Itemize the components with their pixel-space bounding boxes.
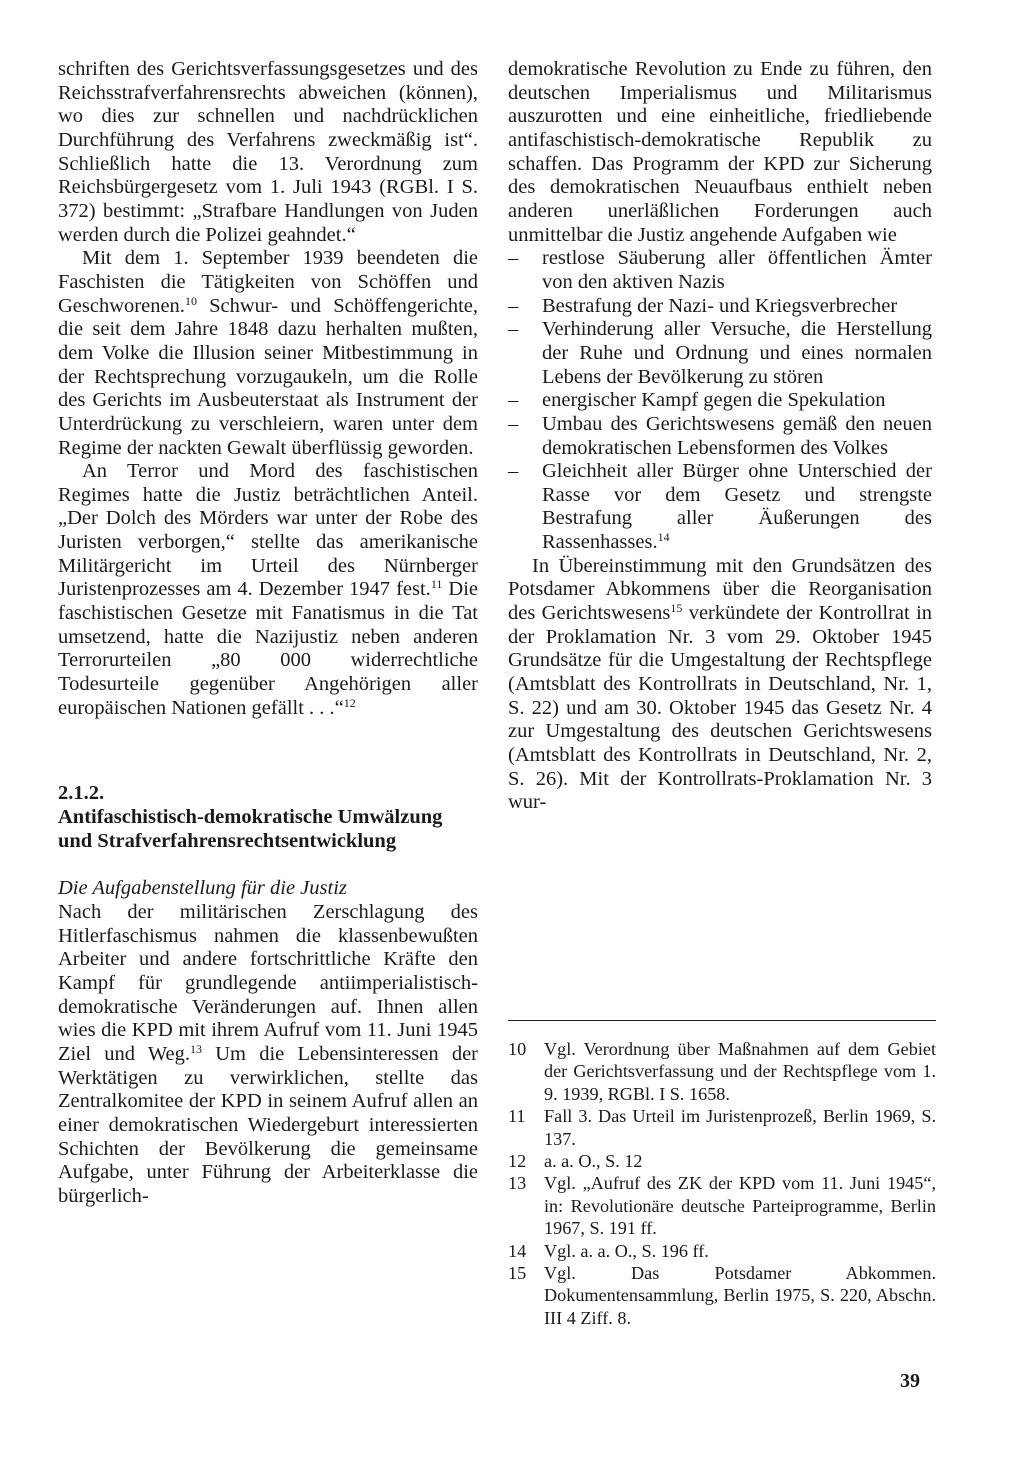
footnote-divider <box>508 1020 936 1021</box>
paragraph: Nach der militärischen Zerschlagung des Hitlerfaschismus nahmen die klassenbewußten Arbeiter und andere fortschrittliche Kräfte den Kampf für grundlegende antiimperialistisch-demokratische Veränderungen auf. Ihnen allen wies die KPD mit ihrem Aufruf vom 11. Juni 1945 Ziel und Weg.$^{13}$ Um die Lebensinteressen der Werktätigen zu verwirklichen, stellte das Zentralkomitee der KPD in seinem Aufruf allen an einer demokratischen Wiedergeburt interessierten Schichten der Bevölkerung die gemeinsame Aufgabe, unter Führung der Arbeiterklasse die bürgerlich- <box>58 901 479 1207</box>
subheading: Die Aufgabenstellung für die Justiz <box>58 877 347 900</box>
list-item: – Umbau des Gerichtswesens gemäß den neuen demokratischen Lebensformen des Volkes <box>508 412 932 459</box>
list-item: – Gleichheit aller Bürger ohne Unterschied der Rasse vor dem Gesetz und strengste Bestrafung aller Äußerungen des Rassenhasses.$^{14}$ <box>508 460 932 554</box>
footnote: 11 Fall 3. Das Urteil im Juristenprozeß, Berlin 1969, S. 137. <box>508 1106 936 1149</box>
paragraph: In Übereinstimmung mit den Grundsätzen des Potsdamer Abkommens über die Reorganisation des Gerichtswesens$^{15}$ verkündete der Kontrollrat in der Proklamation Nr. 3 vom 29. Oktober 1945 Grundsätze für die Umgestaltung der Rechtspflege (Amtsblatt des Kontrollrats in Deutschland, Nr. 1, S. 22) und am 30. Oktober 1945 das Gesetz Nr. 4 zur Umgestaltung des deutschen Gerichtswesens (Amtsblatt des Kontrollrats in Deutschland, Nr. 2, S. 26). Mit der Kontrollrats-Proklamation Nr. 3 wur- <box>508 554 933 814</box>
footnote-ref: 10 <box>184 293 197 308</box>
footnotes <box>508 1038 936 1329</box>
footnote: 12 a. a. O., S. 12 <box>508 1151 643 1172</box>
paragraph: schriften des Gerichtsverfassungsgesetzes und des Reichsstrafverfahrensrechts abweichen (können), wo dies zur schnellen und nachdrücklichen Durchführung des Verfahrens zweckmäßig ist“. Schließlich hatte die 13. Verordnung zum Reichsbürgergesetz vom 1. Juli 1943 (RGBl. I S. 372) bestimmt: „Strafbare Handlungen von Juden werden durch die Polizei geahndet.“ <box>58 58 478 246</box>
footnote-ref: 11 <box>430 577 443 592</box>
section-title-line-1: Antifaschistisch-demokratische Umwälzung <box>58 806 443 829</box>
footnote: 10 Vgl. Verordnung über Maßnahmen auf dem Gebiet der Gerichtsverfassung und der Rechtspflege vom 1. 9. 1939, RGBl. I S. 1658. <box>508 1039 936 1104</box>
footnote: 13 Vgl. „Aufruf des ZK der KPD vom 11. Juni 1945“, in: Revolutionäre deutsche Parteiprogramme, Berlin 1967, S. 191 ff. <box>508 1173 936 1239</box>
left-column <box>58 58 478 1209</box>
footnote: 14 Vgl. a. a. O., S. 196 ff. <box>508 1240 709 1261</box>
demands-list <box>508 247 932 555</box>
list-item: – Verhinderung aller Versuche, die Herstellung der Ruhe und Ordnung und eines normalen Lebens der Bevölkerung zu stören <box>508 318 932 388</box>
list-item: – restlose Säuberung aller öffentlichen Ämter von den aktiven Nazis <box>508 247 932 293</box>
paragraph: demokratische Revolution zu Ende zu führen, den deutschen Imperialismus und Militarismus auszurotten und eine einheitliche, friedliebende antifaschistisch-demokratische Republik zu schaffen. Das Programm der KPD zur Sicherung des demokratischen Neuaufbaus enthielt neben anderen unerläßlichen Forderungen auch unmittelbar die Justiz angehende Aufgaben wie <box>508 58 932 246</box>
footnote-ref: 15 <box>670 600 683 615</box>
footnote-ref: 14 <box>657 529 670 544</box>
list-item: – energischer Kampf gegen die Spekulation <box>508 389 886 412</box>
section-title-line-2: und Strafverfahrensrechtsentwicklung <box>58 829 397 852</box>
section-number: 2.1.2. <box>58 782 105 805</box>
paragraph: An Terror und Mord des faschistischen Regimes hatte die Justiz beträchtlichen Anteil. „Der Dolch des Mörders war unter der Robe des Juristen verborgen,“ stellte das amerikanische Militärgericht im Urteil des Nürnberger Juristenprozesses am 4. Dezember 1947 fest.$^{11}$ Die faschistischen Gesetze mit Fanatismus in die Tat umsetzend, hatte die Nazijustiz neben anderen Terrorurteilen „80 000 widerrechtliche Todesurteile gegenüber Angehörigen aller europäischen Nationen gefällt . . .“$^{12}$ <box>58 460 478 719</box>
list-item: – Bestrafung der Nazi- und Kriegsverbrecher <box>508 294 898 317</box>
footnote-ref: 13 <box>190 1041 203 1056</box>
right-column <box>508 58 932 815</box>
footnote: 15 Vgl. Das Potsdamer Abkommen. Dokumentensammlung, Berlin 1975, S. 220, Abschn. III 4 Ziff. 8. <box>508 1263 936 1328</box>
footnote-ref: 12 <box>343 695 356 710</box>
page-number: 39 <box>900 1370 920 1392</box>
paragraph: Mit dem 1. September 1939 beendeten die Faschisten die Tätigkeiten von Schöffen und Geschworenen.$^{10}$ Schwur- und Schöffengerichte, die seit dem Jahre 1848 dazu herhalten mußten, dem Volke die Illusion seiner Mitbestimmung in der Rechtsprechung vorzugaukeln, um die Rolle des Gerichts im Ausbeuterstaat als Instrument der Unterdrückung zu verschleiern, waren unter dem Regime der nackten Gewalt überflüssig geworden. <box>58 247 478 459</box>
